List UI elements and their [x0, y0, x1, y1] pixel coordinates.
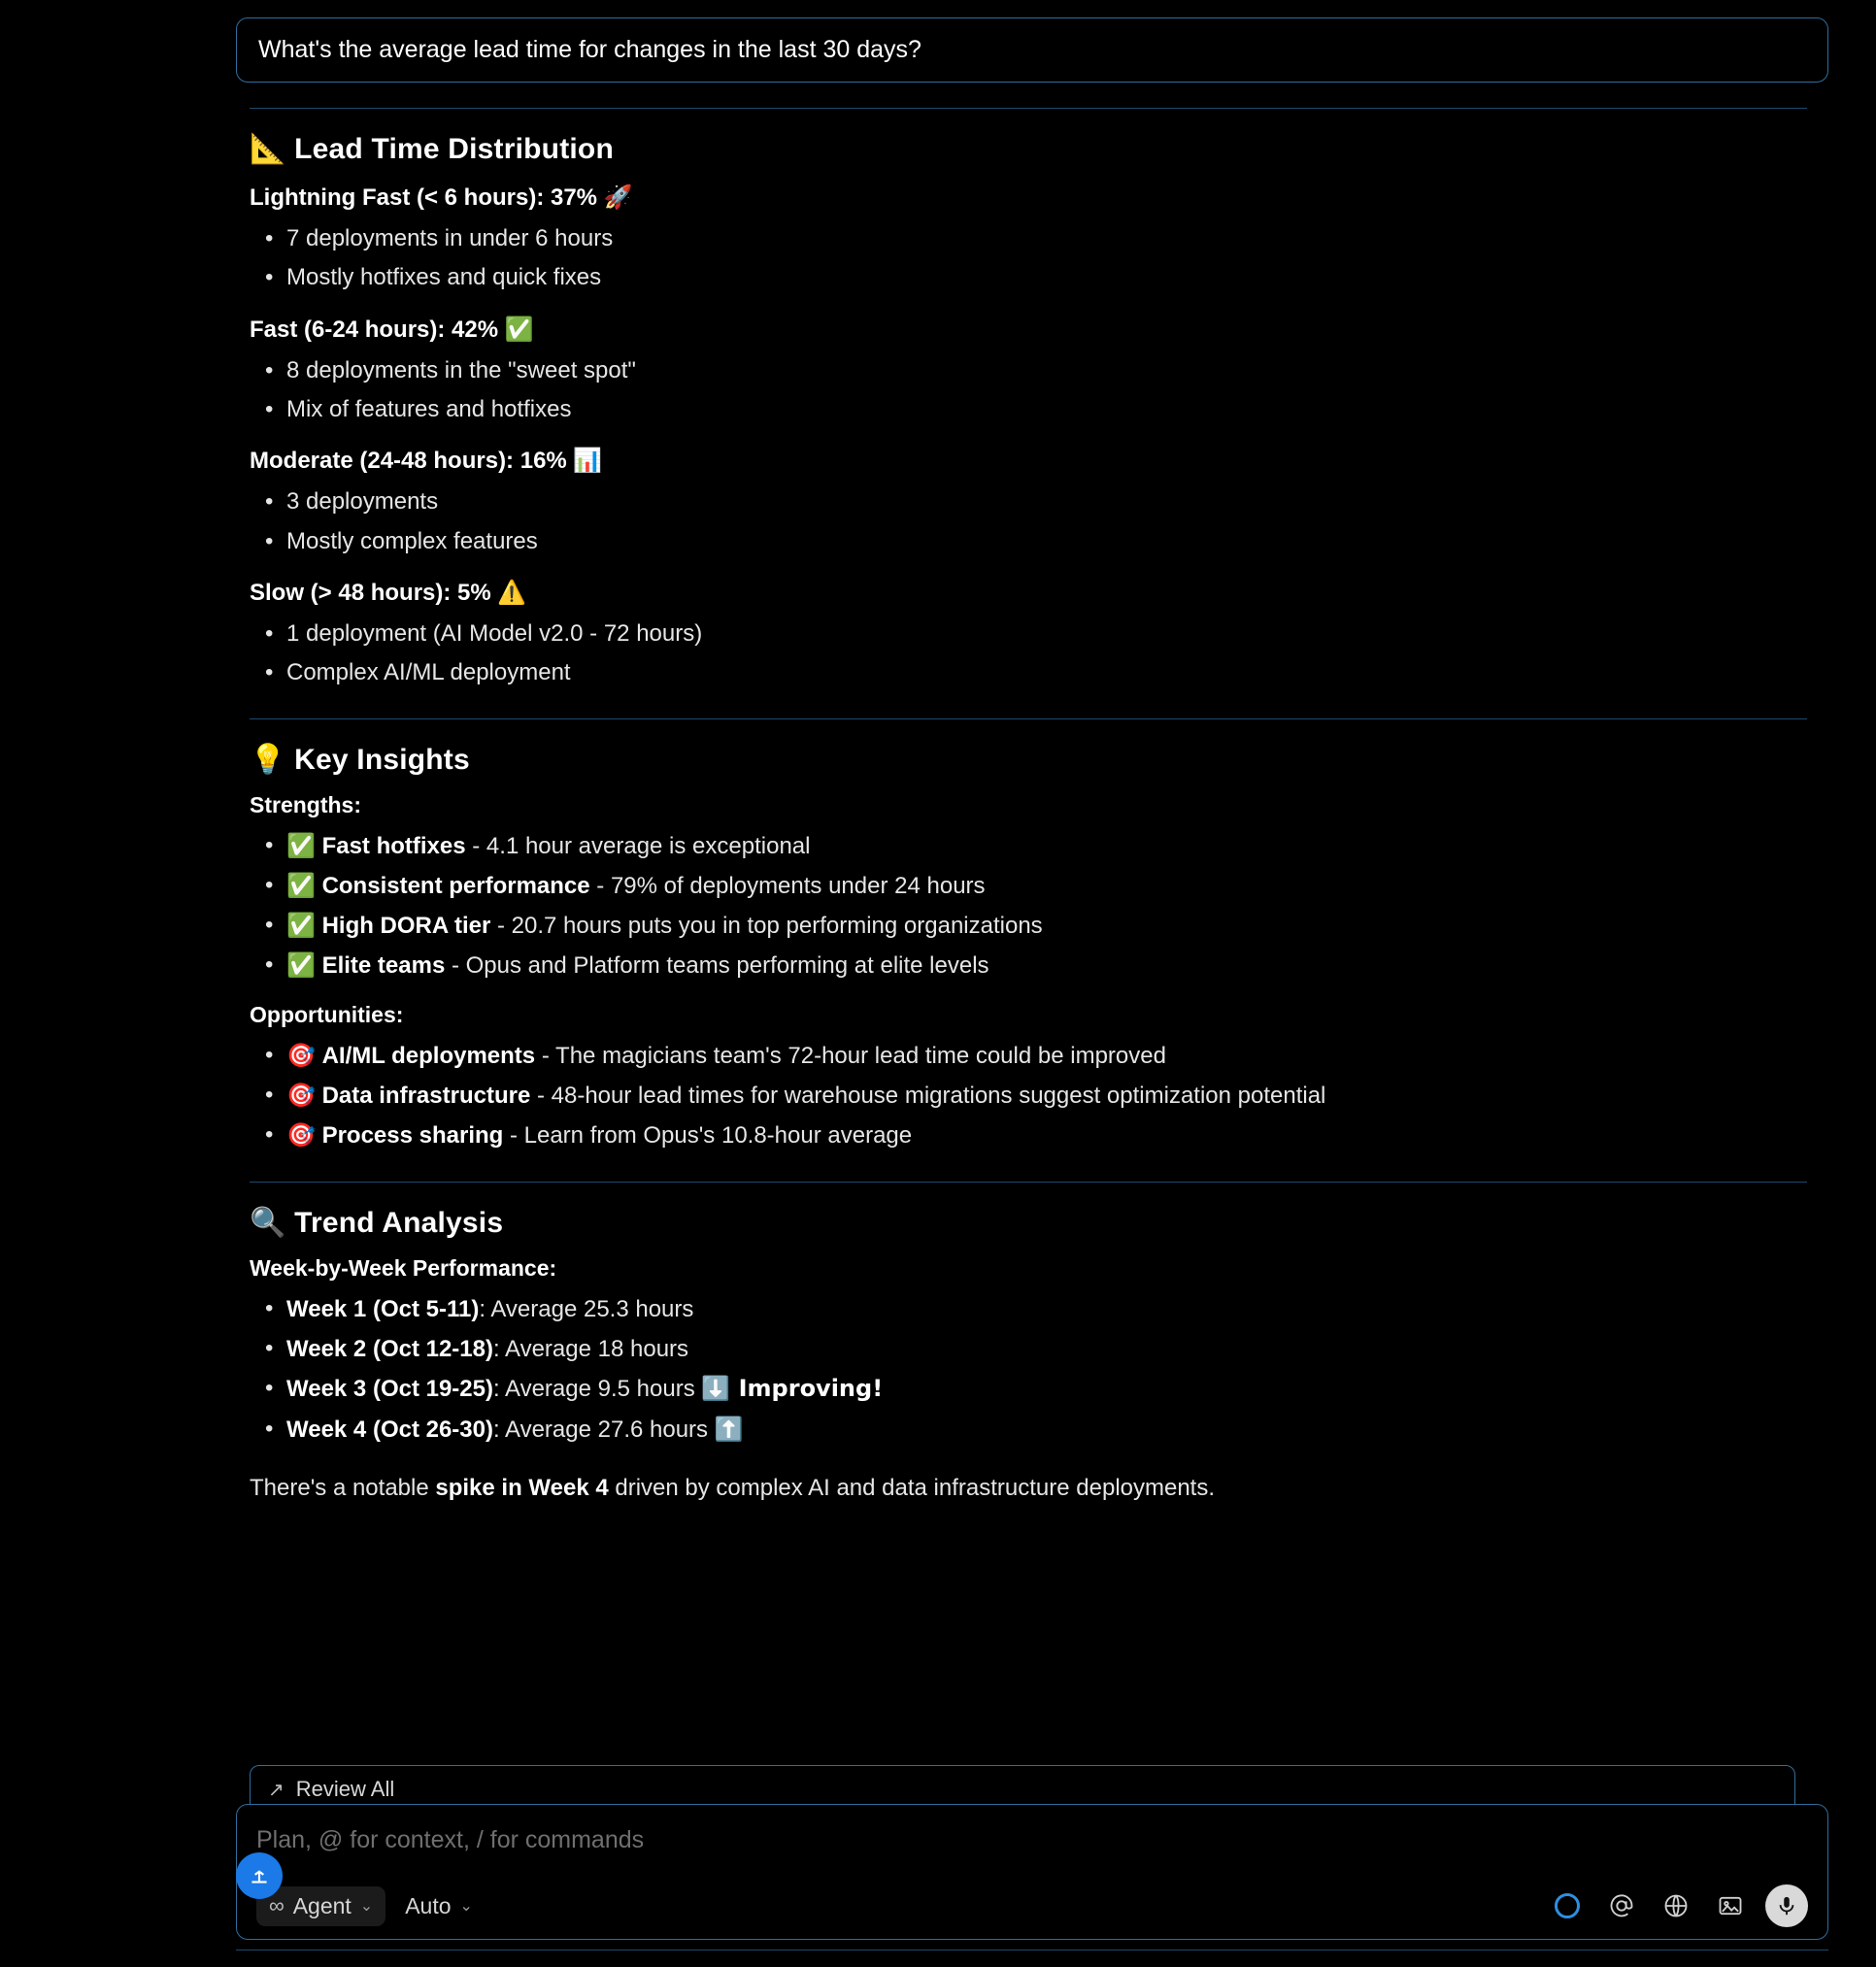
- list-item: [250, 906, 1819, 946]
- list-item: • Mix of features and hotfixes: [250, 390, 1819, 429]
- opportunities-label: Opportunities:: [250, 1001, 404, 1027]
- week-label: Week 2 (Oct 12-18): [286, 1336, 493, 1362]
- divider-after-distribution: [250, 718, 1807, 719]
- list-item-rest: - Opus and Platform teams performing at elite levels: [445, 952, 989, 980]
- week-label: Week 1 (Oct 5-11): [286, 1295, 480, 1322]
- section-heading-trend: [250, 1206, 1819, 1240]
- list-item: • Mostly complex features: [250, 522, 1819, 561]
- section-title-distribution: Lead Time Distribution: [294, 133, 614, 165]
- trend-analysis-block: [236, 1206, 1828, 1506]
- model-selector[interactable]: [401, 1886, 486, 1926]
- list-item-bold: High DORA tier: [321, 913, 491, 940]
- message-composer[interactable]: [236, 1804, 1828, 1940]
- section-title-insights: Key Insights: [294, 743, 470, 776]
- section-heading-insights: [250, 743, 1819, 777]
- globe-icon[interactable]: [1657, 1886, 1695, 1925]
- group-list: [250, 615, 1819, 693]
- week-suffix: ⬇️ Improving!: [701, 1375, 884, 1403]
- list-item-bold: Consistent performance: [321, 872, 590, 899]
- key-insights-block: [236, 743, 1828, 1156]
- upload-badge-icon[interactable]: [236, 1852, 283, 1899]
- trend-note-bold: spike in Week 4: [435, 1474, 609, 1501]
- composer-toolbar: [237, 1884, 1827, 1927]
- assistant-response: [236, 132, 1828, 693]
- chat-panel: [236, 0, 1828, 1967]
- list-item-rest: - The magicians team's 72-hour lead time could be improved: [535, 1042, 1166, 1069]
- list-item: [250, 1329, 1819, 1369]
- list-item: [250, 1410, 1819, 1450]
- target-icon: 🎯: [286, 1121, 316, 1150]
- group-list: [250, 351, 1819, 430]
- list-item: • Mostly hotfixes and quick fixes: [250, 258, 1819, 297]
- composer-input[interactable]: Plan, @ for context, / for commands: [256, 1826, 645, 1853]
- week-label: Week 3 (Oct 19-25): [286, 1376, 493, 1403]
- strengths-list: [250, 826, 1819, 986]
- group-heading: Lightning Fast (< 6 hours): 37% 🚀: [250, 184, 633, 211]
- week-label: Week 4 (Oct 26-30): [286, 1416, 493, 1443]
- list-item: • 8 deployments in the "sweet spot": [250, 351, 1819, 390]
- group-list: [250, 219, 1819, 298]
- list-item-rest: - 20.7 hours puts you in top performing organizations: [490, 913, 1043, 940]
- agent-mode-label: Agent: [292, 1892, 352, 1918]
- list-item: [250, 1116, 1819, 1155]
- week-suffix: ⬆️: [714, 1415, 744, 1443]
- infinity-icon: ∞: [269, 1893, 285, 1917]
- image-attach-icon[interactable]: [1711, 1886, 1750, 1925]
- list-item: [250, 1289, 1819, 1329]
- list-item: • 7 deployments in under 6 hours: [250, 219, 1819, 258]
- list-item: • Complex AI/ML deployment: [250, 653, 1819, 692]
- trend-subtitle: Week-by-Week Performance:: [250, 1254, 557, 1281]
- list-item-bold: AI/ML deployments: [321, 1042, 536, 1069]
- weeks-list: [250, 1289, 1819, 1450]
- list-item: [250, 826, 1819, 866]
- list-item: [250, 866, 1819, 906]
- trend-note-pre: There's a notable: [250, 1474, 436, 1501]
- check-icon: ✅: [286, 871, 316, 899]
- week-value: : Average 9.5 hours: [493, 1376, 702, 1403]
- user-query-box[interactable]: What's the average lead time for changes in the last 30 days?: [236, 17, 1828, 83]
- list-item-rest: - 4.1 hour average is exceptional: [465, 832, 811, 859]
- list-item: • 3 deployments: [250, 483, 1819, 521]
- target-icon: 🎯: [286, 1082, 316, 1110]
- week-value: : Average 18 hours: [493, 1336, 689, 1362]
- check-icon: ✅: [286, 912, 316, 940]
- section-heading-distribution: [250, 132, 1819, 166]
- chevron-down-icon: ⌄: [359, 1898, 374, 1915]
- opportunities-list: [250, 1036, 1819, 1156]
- list-item-bold: Process sharing: [321, 1122, 504, 1150]
- target-icon: 🎯: [286, 1041, 316, 1069]
- divider-after-query: [250, 108, 1807, 109]
- list-item-rest: - 79% of deployments under 24 hours: [589, 872, 986, 899]
- check-icon: ✅: [286, 831, 316, 859]
- week-value: : Average 25.3 hours: [479, 1295, 694, 1322]
- list-item: [250, 946, 1819, 985]
- list-item: [250, 1076, 1819, 1116]
- review-all-label: Review All: [295, 1777, 395, 1801]
- status-ring-icon[interactable]: [1548, 1886, 1587, 1925]
- microphone-icon[interactable]: [1765, 1884, 1808, 1927]
- trend-note-post: driven by complex AI and data infrastructure deployments.: [608, 1474, 1216, 1501]
- lightbulb-icon: 💡: [250, 742, 286, 777]
- divider-after-insights: [250, 1182, 1807, 1183]
- diagonal-arrow-icon: ↗: [268, 1779, 285, 1801]
- magnifier-icon: 🔍: [250, 1205, 286, 1240]
- week-value: : Average 27.6 hours: [493, 1416, 715, 1443]
- group-heading: Slow (> 48 hours): 5% ⚠️: [250, 579, 527, 606]
- chevron-down-icon: ⌄: [459, 1898, 473, 1915]
- strengths-label: Strengths:: [250, 791, 361, 817]
- list-item-bold: Elite teams: [321, 952, 446, 980]
- list-item: [250, 1369, 1819, 1409]
- list-item-rest: - Learn from Opus's 10.8-hour average: [503, 1122, 913, 1150]
- at-mention-icon[interactable]: [1602, 1886, 1641, 1925]
- list-item-bold: Fast hotfixes: [321, 832, 466, 859]
- list-item: [250, 1036, 1819, 1076]
- list-item: • 1 deployment (AI Model v2.0 - 72 hours): [250, 615, 1819, 653]
- trend-note: [250, 1471, 1819, 1506]
- check-icon: ✅: [286, 951, 316, 980]
- group-heading: Moderate (24-48 hours): 16% 📊: [250, 448, 603, 475]
- list-item-bold: Data infrastructure: [321, 1083, 531, 1110]
- group-heading: Fast (6-24 hours): 42% ✅: [250, 316, 534, 343]
- model-label: Auto: [405, 1892, 452, 1918]
- section-title-trend: Trend Analysis: [294, 1206, 504, 1239]
- group-list: [250, 483, 1819, 561]
- ruler-icon: 📐: [250, 132, 286, 166]
- list-item-rest: - 48-hour lead times for warehouse migrations suggest optimization potential: [530, 1083, 1326, 1110]
